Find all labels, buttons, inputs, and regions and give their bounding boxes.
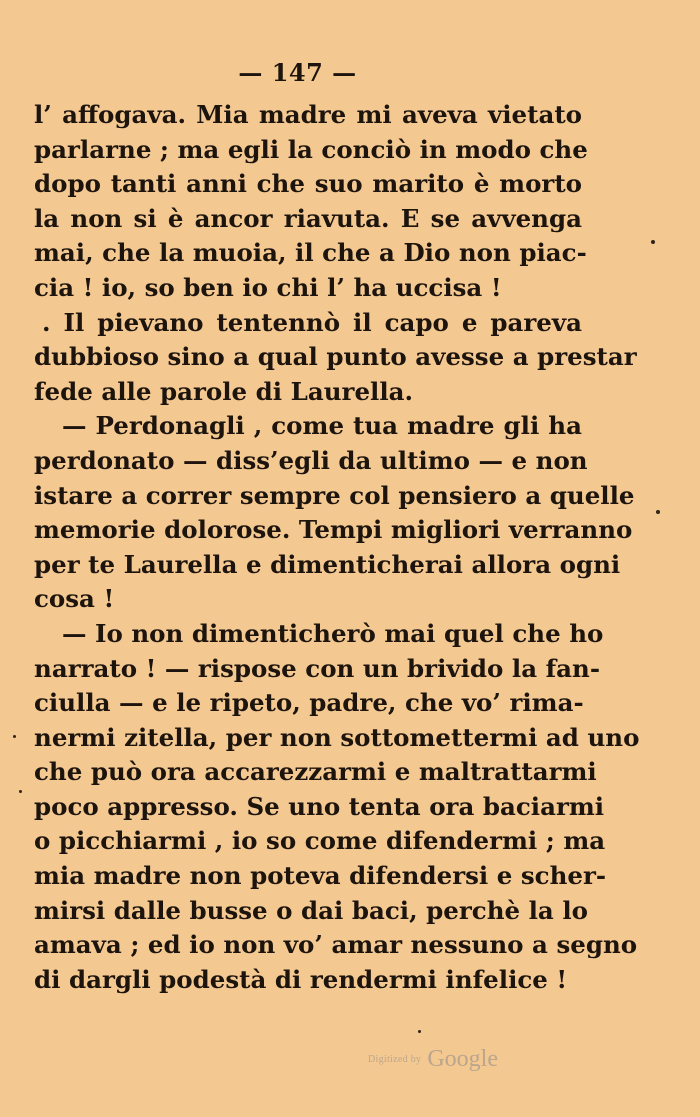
text-line: ciulla — e le ripeto, padre, che vo’ rima-: [34, 688, 584, 718]
text-line: mirsi dalle busse o dai baci, perchè la lo: [34, 895, 588, 925]
body-text: [34, 98, 640, 997]
text-line: cia ! io, so ben io chi l’ ha uccisa !: [34, 272, 502, 302]
text-line: dopo tanti anni che suo marito è morto: [34, 169, 582, 199]
text-line: narrato ! — rispose con un brivido la fan-: [34, 653, 601, 683]
ink-speck: [651, 240, 655, 244]
ink-speck: [656, 510, 660, 514]
watermark-prefix: Digitized by: [368, 1054, 422, 1065]
text-line: parlarne ; ma egli la conciò in modo che: [34, 134, 588, 164]
text-line: perdonato — diss’egli da ultimo — e non: [34, 445, 588, 475]
google-logo: Google: [427, 1046, 498, 1072]
text-line: cosa !: [34, 584, 115, 614]
text-line: amava ; ed io non vo’ amar nessuno a segno: [34, 930, 638, 960]
text-line: nermi zitella, per non sottomettermi ad uno: [34, 722, 640, 752]
text-line: per te Laurella e dimenticherai allora ogni: [34, 549, 621, 579]
text-line: memorie dolorose. Tempi migliori verranno: [34, 515, 633, 545]
text-line: che può ora accarezzarmi e maltrattarmi: [34, 757, 597, 787]
text-line: poco appresso. Se uno tenta ora baciarmi: [34, 791, 605, 821]
text-line: . Il pievano tentennò il capo e pareva: [42, 307, 582, 337]
text-line: dubbioso sino a qual punto avesse a prestar: [34, 342, 637, 372]
digitized-by-google-watermark: [368, 1046, 498, 1073]
ink-speck: [13, 735, 16, 738]
text-line: — Io non dimenticherò mai quel che ho: [62, 618, 604, 648]
text-line: o picchiarmi , io so come difendermi ; ma: [34, 826, 606, 856]
text-line: di dargli podestà di rendermi infelice !: [34, 964, 568, 994]
page-number: — 147 —: [238, 58, 357, 87]
text-line: istare a correr sempre col pensiero a quelle: [34, 480, 635, 510]
ink-speck: [19, 790, 22, 793]
ink-speck: [418, 1030, 421, 1033]
text-line: fede alle parole di Laurella.: [34, 376, 414, 406]
text-line: mai, che la muoia, il che a Dio non piac-: [34, 238, 587, 268]
text-line: — Perdonagli , come tua madre gli ha: [62, 411, 582, 441]
text-line: la non si è ancor riavuta. E se avvenga: [34, 203, 582, 233]
text-line: mia madre non poteva difendersi e scher-: [34, 861, 607, 891]
text-line: l’ affogava. Mia madre mi aveva vietato: [34, 100, 582, 129]
